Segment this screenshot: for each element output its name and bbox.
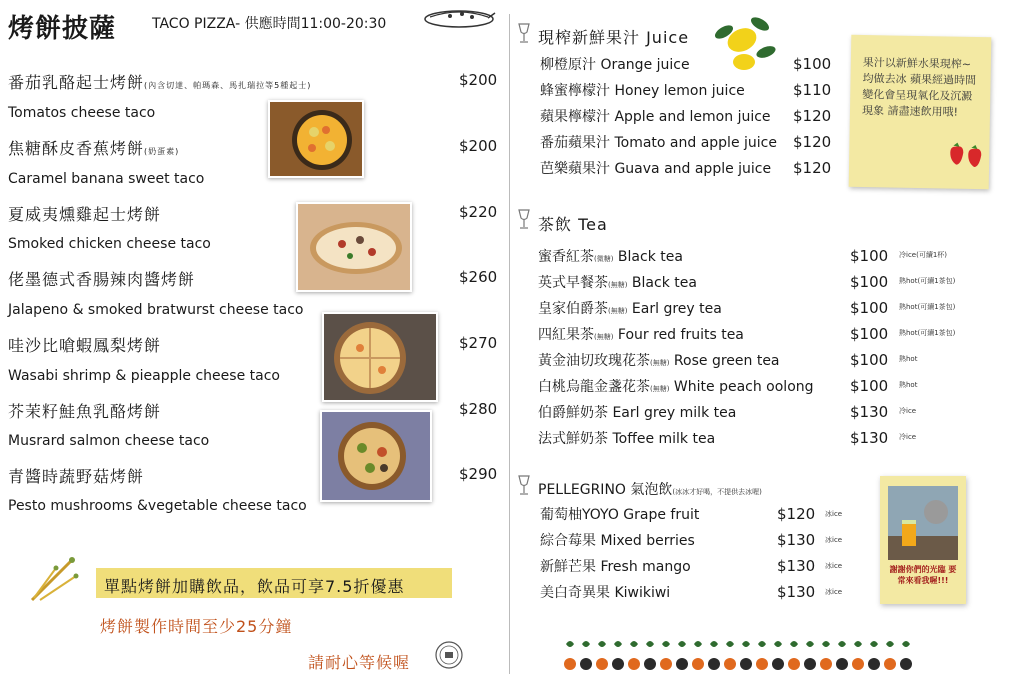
wine-glass-icon — [517, 208, 531, 230]
tea-note: 冷ice(可續1杯) — [899, 251, 948, 259]
pizza-board-icon — [422, 4, 496, 30]
pellegrino-price: $130 — [777, 583, 816, 601]
juice-item: 芭樂蘋果汁 Guava and apple juice — [540, 161, 772, 177]
pizza-price: $200 — [459, 71, 498, 89]
juice-item: 蘋果檸檬汁 Apple and lemon juice — [540, 109, 771, 125]
thanks-photo-card — [880, 476, 966, 604]
pizza-name-en: Tomatos cheese taco — [8, 105, 156, 121]
juice-price: $120 — [793, 133, 832, 151]
pizza-photo — [296, 202, 412, 292]
tea-price: $100 — [850, 273, 889, 291]
pizza-name-en: Jalapeno & smoked bratwurst cheese taco — [8, 302, 304, 318]
pellegrino-note: 冰ice — [825, 588, 843, 596]
pellegrino-item: 美白奇異果 Kiwikiwi — [540, 585, 671, 601]
tea-item: 白桃烏龍金盞花茶(無糖) White peach oolong — [538, 379, 814, 395]
juice-item: 蜂蜜檸檬汁 Honey lemon juice — [540, 83, 745, 99]
pizza-name-zh: 焦糖酥皮香蕉烤餅(奶蛋素) — [8, 139, 180, 158]
sticky-note-text: 果汁以新鮮水果現榨~均做去冰 蘋果經過時間變化會呈現氧化及沉澱現象 請盡速飲用哦! — [861, 55, 977, 119]
tea-item: 蜜香紅茶(微糖) Black tea — [538, 249, 683, 265]
pellegrino-item: 葡萄柚YOYO Grape fruit — [540, 507, 700, 523]
tea-note: 熱hot(可續1茶包) — [899, 277, 956, 285]
decorative-border — [560, 636, 920, 676]
tea-item: 法式鮮奶茶 Toffee milk tea — [538, 431, 716, 447]
lemon-icon — [702, 4, 778, 80]
pellegrino-price: $120 — [777, 505, 816, 523]
pellegrino-heading: PELLEGRINO 氣泡飲(冰冰才好喝，不提供去冰喔) — [538, 482, 762, 498]
wine-glass-icon — [517, 22, 531, 44]
tea-item: 黃金油切玫瑰花茶(無糖) Rose green tea — [538, 353, 780, 369]
thanks-caption: 謝謝你們的光臨 要常來看我喔!!! — [889, 565, 957, 585]
tea-item: 英式早餐茶(無糖) Black tea — [538, 275, 697, 291]
cat-photo — [888, 486, 958, 560]
juice-price: $100 — [793, 55, 832, 73]
tea-price: $100 — [850, 377, 889, 395]
tea-note: 熱hot — [899, 381, 918, 389]
pellegrino-item: 綜合莓果 Mixed berries — [540, 533, 695, 549]
juice-item: 番茄蘋果汁 Tomato and apple juice — [540, 135, 777, 151]
pizza-name-en: Pesto mushrooms &vegetable cheese taco — [8, 498, 307, 514]
pizza-name-zh: 哇沙比嗆蝦鳳梨烤餅 — [8, 336, 162, 355]
pizza-name-en: Caramel banana sweet taco — [8, 171, 205, 187]
column-divider — [509, 14, 510, 674]
pellegrino-note: 冰ice — [825, 562, 843, 570]
pellegrino-price: $130 — [777, 557, 816, 575]
juice-price: $110 — [793, 81, 832, 99]
page-title: 烤餅披薩 — [8, 14, 117, 44]
tea-item: 伯爵鮮奶茶 Earl grey milk tea — [538, 405, 737, 421]
juice-sticky-note — [849, 35, 992, 189]
wait-note: 請耐心等候喔 — [308, 653, 411, 672]
pizza-name-en: Musrard salmon cheese taco — [8, 433, 210, 449]
tea-note: 熱hot(可續1茶包) — [899, 303, 956, 311]
tea-note: 熱hot — [899, 355, 918, 363]
pizza-price: $220 — [459, 203, 498, 221]
tea-price: $130 — [850, 403, 889, 421]
wine-glass-icon — [517, 474, 531, 496]
pizza-name-en: Wasabi shrimp & pieapple cheese taco — [8, 368, 280, 384]
tea-price: $100 — [850, 247, 889, 265]
tea-note: 冷ice — [899, 407, 917, 415]
pizza-name-zh: 夏威夷燻雞起士烤餅 — [8, 205, 162, 224]
strawberry-icon — [947, 140, 988, 171]
pizza-price: $200 — [459, 137, 498, 155]
tea-note: 熱hot(可續1茶包) — [899, 329, 956, 337]
pizza-price: $260 — [459, 268, 498, 286]
pizza-price: $280 — [459, 400, 498, 418]
pizza-name-zh: 芥茉籽鮭魚乳酪烤餅 — [8, 402, 162, 421]
pizza-name-en: Smoked chicken cheese taco — [8, 236, 211, 252]
juice-item: 柳橙原汁 Orange juice — [540, 57, 690, 73]
pellegrino-item: 新鮮芒果 Fresh mango — [540, 559, 691, 575]
stamp-icon — [434, 640, 464, 670]
pellegrino-note: 冰ice — [825, 536, 843, 544]
pizza-name-zh: 番茄乳酪起士烤餅(內含切達、帕瑪森、馬扎瑞拉等5種起士) — [8, 73, 312, 92]
pellegrino-note: 冰ice — [825, 510, 843, 518]
pellegrino-price: $130 — [777, 531, 816, 549]
tea-note: 冷ice — [899, 433, 917, 441]
tea-price: $100 — [850, 325, 889, 343]
pizza-price: $270 — [459, 334, 498, 352]
tea-item: 四紅果茶(無糖) Four red fruits tea — [538, 327, 744, 343]
pizza-photo — [320, 410, 432, 502]
juice-heading: 現榨新鮮果汁 Juice — [538, 28, 690, 47]
tea-heading: 茶飲 Tea — [538, 215, 608, 234]
page-subtitle: TACO PIZZA- 供應時間11:00-20:30 — [152, 16, 387, 32]
pizza-name-zh: 青醬時蔬野菇烤餅 — [8, 467, 145, 486]
tea-price: $100 — [850, 351, 889, 369]
pizza-photo — [322, 312, 438, 402]
tea-price: $130 — [850, 429, 889, 447]
promo-text: 單點烤餅加購飲品，飲品可享7.5折優惠 — [104, 577, 405, 596]
pizza-photo — [268, 100, 364, 178]
pizza-price: $290 — [459, 465, 498, 483]
wheat-icon — [26, 554, 82, 604]
juice-price: $120 — [793, 107, 832, 125]
juice-price: $120 — [793, 159, 832, 177]
prep-time-note: 烤餅製作時間至少25分鐘 — [100, 617, 293, 636]
tea-price: $100 — [850, 299, 889, 317]
tea-item: 皇家伯爵茶(無糖) Earl grey tea — [538, 301, 722, 317]
pizza-name-zh: 佬墨德式香腸辣肉醬烤餅 — [8, 270, 196, 289]
